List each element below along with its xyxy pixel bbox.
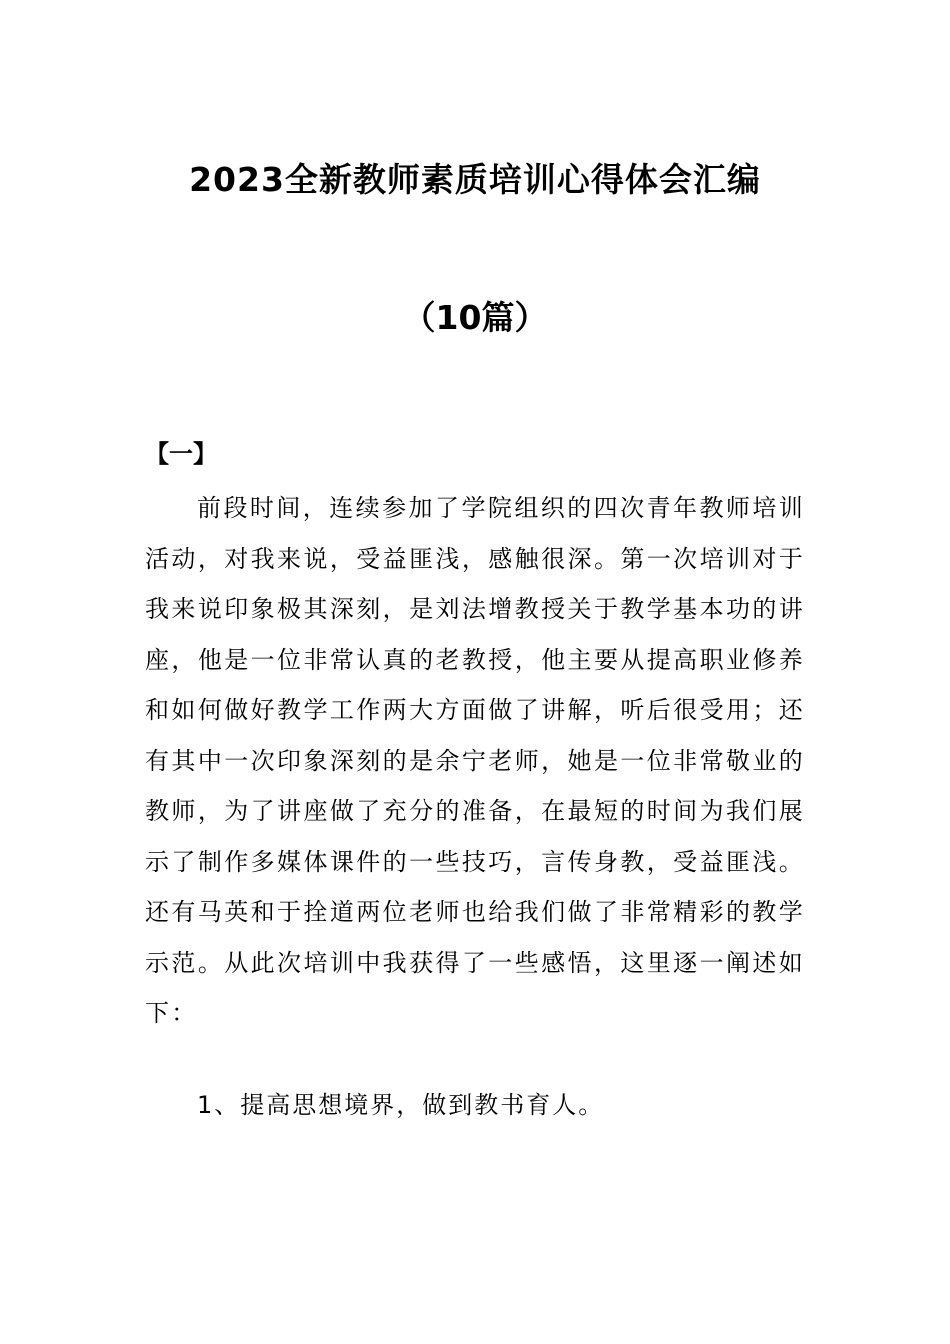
- section-label: 【一】: [145, 440, 217, 468]
- document-title: 2023全新教师素质培训心得体会汇编: [189, 160, 761, 199]
- point-heading: 1、提高思想境界，做到教书育人。: [197, 1091, 605, 1119]
- document-subtitle: （10篇）: [402, 298, 548, 337]
- body-paragraph: 前段时间，连续参加了学院组织的四次青年教师培训活动，对我来说，受益匪浅，感触很深。第一次培训对于我来说印象极其深刻，是刘法增教授关于教学基本功的讲座，他是一位非常认真的老教授，他主要从提高职业修养和如何做好教学工作两大方面做了讲解，听后很受用；还有其中一次印象深刻的是余宁老师，她是一位非常敬业的教师，为了讲座做了充分的准备，在最短的时间为我们展示了制作多媒体课件的一些技巧，言传身教，受益匪浅。还有马英和于拴道两位老师也给我们做了非常精彩的教学示范。从此次培训中我获得了一些感悟，这里逐一阐述如下：: [145, 494, 805, 1027]
